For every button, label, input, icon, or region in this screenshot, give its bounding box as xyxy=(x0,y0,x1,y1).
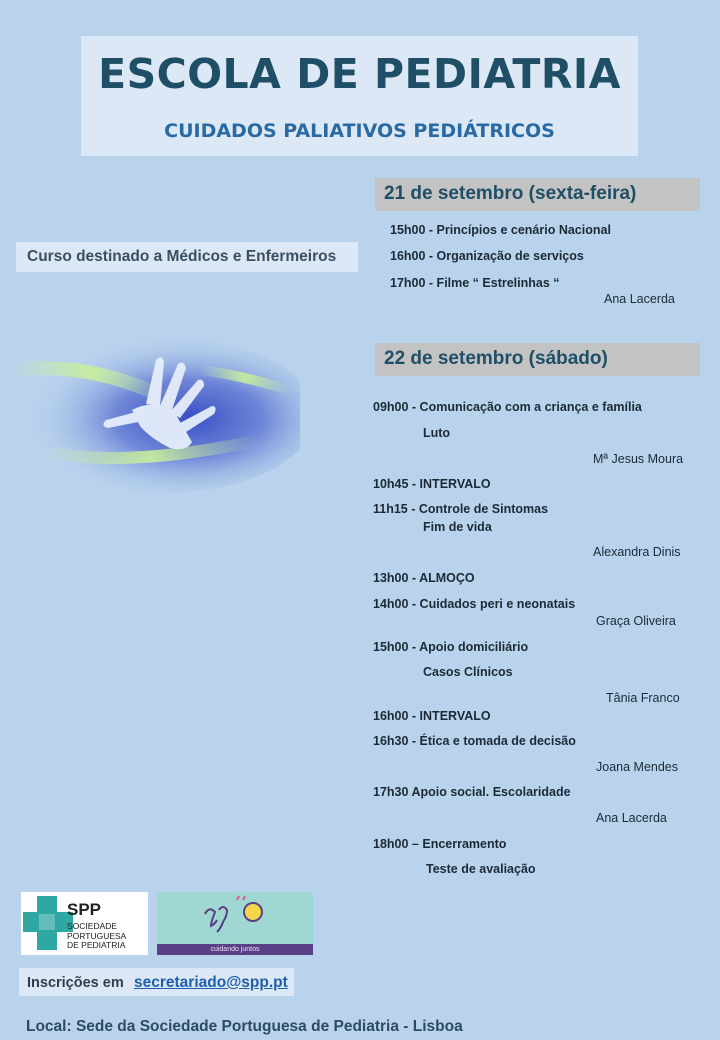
title-banner xyxy=(81,36,638,156)
speaker: Joana Mendes xyxy=(596,760,679,774)
schedule-item: 15h00 - Apoio domiciliário xyxy=(373,640,529,654)
partner-tagline: cuidando juntos xyxy=(157,944,313,955)
schedule-item: 16h30 - Ética e tomada de decisão xyxy=(373,734,576,748)
schedule-item: Casos Clínicos xyxy=(423,665,513,679)
schedule-item: Teste de avaliação xyxy=(426,862,536,876)
schedule-item: 15h00 - Princípios e cenário Nacional xyxy=(390,223,611,237)
schedule-item: 17h30 Apoio social. Escolaridade xyxy=(373,785,571,799)
day2-header xyxy=(375,343,700,376)
schedule-item: 17h00 - Filme “ Estrelinhas “ xyxy=(390,276,560,290)
location-text: Local: Sede da Sociedade Portuguesa de Pediatria - Lisboa xyxy=(26,1018,463,1035)
audience-text: Curso destinado a Médicos e Enfermeiros xyxy=(27,248,337,265)
schedule-item: 11h15 - Controle de Sintomas xyxy=(373,502,549,516)
cuidando-juntos-emblem-icon xyxy=(157,892,313,944)
schedule-item: Luto xyxy=(423,426,451,440)
schedule-item: 10h45 - INTERVALO xyxy=(373,477,491,491)
schedule-item: 09h00 - Comunicação com a criança e família xyxy=(373,400,642,414)
day1-header xyxy=(375,178,700,211)
page-title: ESCOLA DE PEDIATRIA xyxy=(98,50,621,98)
speaker: Mª Jesus Moura xyxy=(593,452,684,466)
schedule-item: 14h00 - Cuidados peri e neonatais xyxy=(373,597,576,611)
hand-illustration xyxy=(0,330,300,500)
speaker: Ana Lacerda xyxy=(596,811,667,825)
spp-logo xyxy=(21,892,148,955)
day2-heading: 22 de setembro (sábado) xyxy=(384,348,608,369)
cuidando-juntos-logo xyxy=(157,892,313,955)
schedule-item: 16h00 - Organização de serviços xyxy=(390,249,584,263)
day1-heading: 21 de setembro (sexta-feira) xyxy=(384,183,637,204)
speaker: Alexandra Dinis xyxy=(593,545,681,559)
registration-email-link[interactable]: secretariado@spp.pt xyxy=(134,974,288,991)
schedule-item: 18h00 – Encerramento xyxy=(373,837,507,851)
speaker: Tânia Franco xyxy=(606,691,680,705)
spp-fullname: SOCIEDADE PORTUGUESA DE PEDIATRIA xyxy=(67,921,127,950)
spp-abbr: SPP xyxy=(67,900,102,919)
schedule-item: Fim de vida xyxy=(423,520,492,534)
page-subtitle: CUIDADOS PALIATIVOS PEDIÁTRICOS xyxy=(164,120,555,142)
schedule-item: 16h00 - INTERVALO xyxy=(373,709,491,723)
speaker: Graça Oliveira xyxy=(596,614,676,628)
registration-label: Inscrições em xyxy=(27,975,124,991)
audience-box xyxy=(16,242,358,272)
speaker: Ana Lacerda xyxy=(604,292,675,306)
registration-box xyxy=(19,968,294,996)
schedule-item: 13h00 - ALMOÇO xyxy=(373,571,475,585)
